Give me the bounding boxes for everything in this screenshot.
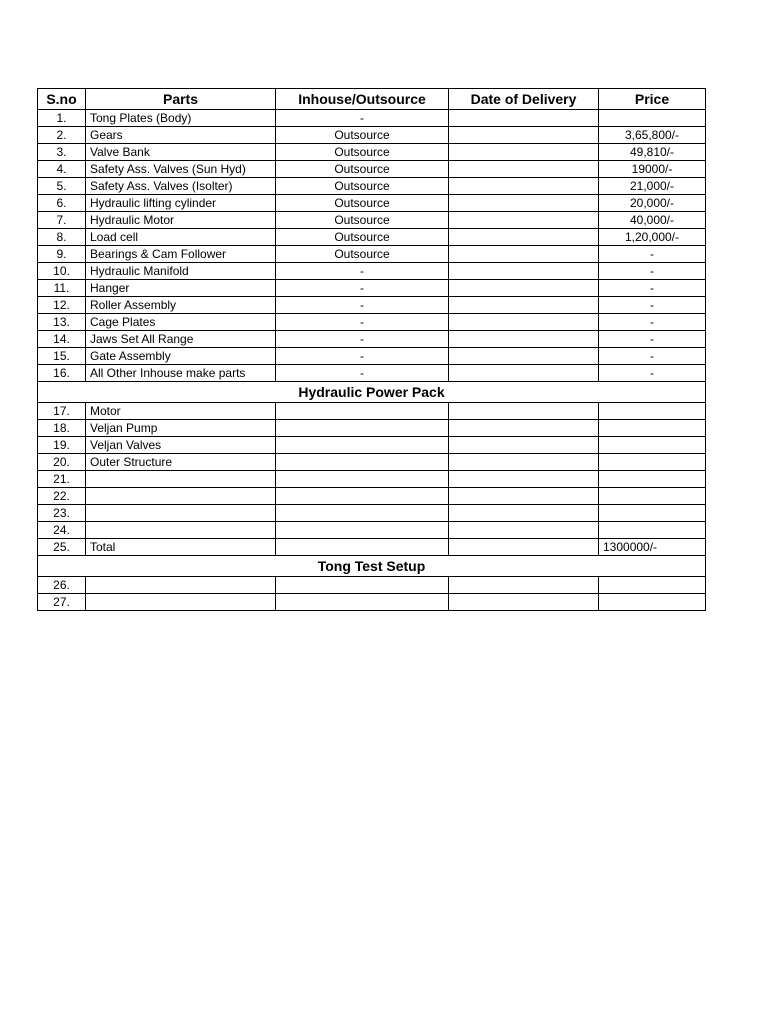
table-row <box>38 594 706 611</box>
cell-part: Valve Bank <box>86 144 276 161</box>
table-row <box>38 348 706 365</box>
cell-delivery <box>449 539 599 556</box>
cell-sno: 5. <box>38 178 86 195</box>
cell-delivery <box>449 161 599 178</box>
cell-delivery <box>449 577 599 594</box>
cell-delivery <box>449 178 599 195</box>
cell-delivery <box>449 297 599 314</box>
cell-source: Outsource <box>276 144 449 161</box>
cell-price: 21,000/- <box>599 178 706 195</box>
cell-delivery <box>449 594 599 611</box>
cell-source: Outsource <box>276 246 449 263</box>
section-title-power-pack: Hydraulic Power Pack <box>38 382 706 403</box>
cell-part: Load cell <box>86 229 276 246</box>
table-row <box>38 505 706 522</box>
cell-part: Safety Ass. Valves (Sun Hyd) <box>86 161 276 178</box>
cell-delivery <box>449 314 599 331</box>
cell-sno: 1. <box>38 110 86 127</box>
cell-sno: 3. <box>38 144 86 161</box>
cell-price <box>599 110 706 127</box>
cell-delivery <box>449 144 599 161</box>
cell-delivery <box>449 505 599 522</box>
cell-sno: 17. <box>38 403 86 420</box>
cell-price: - <box>599 263 706 280</box>
table-row <box>38 471 706 488</box>
cell-part: Cage Plates <box>86 314 276 331</box>
cell-source: - <box>276 280 449 297</box>
table-row <box>38 454 706 471</box>
cell-part: Gears <box>86 127 276 144</box>
cell-source: - <box>276 314 449 331</box>
table-row <box>38 229 706 246</box>
cell-delivery <box>449 471 599 488</box>
cell-part: Hanger <box>86 280 276 297</box>
table-row <box>38 263 706 280</box>
table-row <box>38 539 706 556</box>
cell-part: Hydraulic Motor <box>86 212 276 229</box>
cell-source: - <box>276 110 449 127</box>
cell-price <box>599 437 706 454</box>
cell-sno: 24. <box>38 522 86 539</box>
cell-price: 49,810/- <box>599 144 706 161</box>
test-setup-body <box>38 577 706 611</box>
cell-source <box>276 577 449 594</box>
cell-delivery <box>449 331 599 348</box>
table-row <box>38 297 706 314</box>
header-price: Price <box>599 89 706 110</box>
cell-part: Hydraulic lifting cylinder <box>86 195 276 212</box>
cell-sno: 15. <box>38 348 86 365</box>
table-row <box>38 488 706 505</box>
cell-delivery <box>449 280 599 297</box>
table-row <box>38 522 706 539</box>
cell-part <box>86 577 276 594</box>
cell-part <box>86 471 276 488</box>
header-source: Inhouse/Outsource <box>276 89 449 110</box>
cell-price <box>599 471 706 488</box>
cell-delivery <box>449 437 599 454</box>
cell-sno: 13. <box>38 314 86 331</box>
cell-delivery <box>449 420 599 437</box>
cell-source: - <box>276 297 449 314</box>
table-row <box>38 212 706 229</box>
cell-source <box>276 420 449 437</box>
cell-sno: 20. <box>38 454 86 471</box>
cell-delivery <box>449 246 599 263</box>
cell-part: All Other Inhouse make parts <box>86 365 276 382</box>
cell-sno: 27. <box>38 594 86 611</box>
cell-source: Outsource <box>276 212 449 229</box>
cell-price <box>599 505 706 522</box>
cell-part: Veljan Valves <box>86 437 276 454</box>
cell-price: 19000/- <box>599 161 706 178</box>
cell-sno: 14. <box>38 331 86 348</box>
cell-part: Motor <box>86 403 276 420</box>
table-row <box>38 314 706 331</box>
table-row <box>38 437 706 454</box>
cell-source <box>276 539 449 556</box>
cell-price: - <box>599 365 706 382</box>
cell-source <box>276 594 449 611</box>
header-row <box>38 89 706 110</box>
cell-source: Outsource <box>276 229 449 246</box>
cell-delivery <box>449 195 599 212</box>
cell-sno: 8. <box>38 229 86 246</box>
cell-delivery <box>449 522 599 539</box>
cell-part <box>86 505 276 522</box>
header-parts: Parts <box>86 89 276 110</box>
cell-source: Outsource <box>276 127 449 144</box>
cell-delivery <box>449 365 599 382</box>
cell-sno: 25. <box>38 539 86 556</box>
cell-part: Tong Plates (Body) <box>86 110 276 127</box>
cell-part: Hydraulic Manifold <box>86 263 276 280</box>
parts-table <box>37 88 706 611</box>
parts-body <box>38 110 706 382</box>
header-delivery: Date of Delivery <box>449 89 599 110</box>
table-row <box>38 577 706 594</box>
cell-price: - <box>599 331 706 348</box>
cell-price <box>599 522 706 539</box>
cell-price: - <box>599 280 706 297</box>
cell-source <box>276 437 449 454</box>
cell-source: Outsource <box>276 178 449 195</box>
cell-source: Outsource <box>276 195 449 212</box>
cell-sno: 23. <box>38 505 86 522</box>
cell-part: Safety Ass. Valves (Isolter) <box>86 178 276 195</box>
cell-sno: 18. <box>38 420 86 437</box>
table-row <box>38 246 706 263</box>
cell-source <box>276 471 449 488</box>
cell-sno: 6. <box>38 195 86 212</box>
cell-price <box>599 420 706 437</box>
cell-delivery <box>449 127 599 144</box>
table-row <box>38 144 706 161</box>
table-row <box>38 161 706 178</box>
cell-delivery <box>449 403 599 420</box>
cell-source: - <box>276 331 449 348</box>
cell-part <box>86 522 276 539</box>
test-setup-section <box>38 556 706 577</box>
cell-price: 1300000/- <box>599 539 706 556</box>
table-row <box>38 110 706 127</box>
power-pack-section <box>38 382 706 403</box>
cell-part <box>86 594 276 611</box>
cell-part: Bearings & Cam Follower <box>86 246 276 263</box>
cell-sno: 11. <box>38 280 86 297</box>
table-row <box>38 195 706 212</box>
cell-source <box>276 505 449 522</box>
cell-source <box>276 403 449 420</box>
cell-price: - <box>599 246 706 263</box>
cell-sno: 16. <box>38 365 86 382</box>
table-row <box>38 127 706 144</box>
cell-sno: 7. <box>38 212 86 229</box>
cell-price: - <box>599 348 706 365</box>
table-row <box>38 331 706 348</box>
table-row <box>38 280 706 297</box>
section-row-power-pack <box>38 382 706 403</box>
header-sno: S.no <box>38 89 86 110</box>
cell-price <box>599 488 706 505</box>
cell-sno: 21. <box>38 471 86 488</box>
cell-part: Veljan Pump <box>86 420 276 437</box>
cell-price: 40,000/- <box>599 212 706 229</box>
table-row <box>38 420 706 437</box>
cell-price <box>599 594 706 611</box>
cell-sno: 9. <box>38 246 86 263</box>
section-row-test-setup <box>38 556 706 577</box>
table-row <box>38 403 706 420</box>
cell-price: 1,20,000/- <box>599 229 706 246</box>
table-row <box>38 365 706 382</box>
cell-sno: 22. <box>38 488 86 505</box>
cell-sno: 4. <box>38 161 86 178</box>
cell-delivery <box>449 348 599 365</box>
cell-sno: 2. <box>38 127 86 144</box>
cell-delivery <box>449 110 599 127</box>
cell-source: - <box>276 365 449 382</box>
cell-price: 20,000/- <box>599 195 706 212</box>
cell-part: Roller Assembly <box>86 297 276 314</box>
cell-part: Total <box>86 539 276 556</box>
cell-price <box>599 577 706 594</box>
cell-source: Outsource <box>276 161 449 178</box>
cell-sno: 12. <box>38 297 86 314</box>
cell-part: Jaws Set All Range <box>86 331 276 348</box>
cell-price <box>599 454 706 471</box>
cell-delivery <box>449 454 599 471</box>
cell-source: - <box>276 348 449 365</box>
cell-sno: 26. <box>38 577 86 594</box>
cell-sno: 10. <box>38 263 86 280</box>
cell-source: - <box>276 263 449 280</box>
power-pack-body <box>38 403 706 556</box>
cell-delivery <box>449 263 599 280</box>
cell-sno: 19. <box>38 437 86 454</box>
cell-part: Outer Structure <box>86 454 276 471</box>
cell-price: - <box>599 297 706 314</box>
section-title-test-setup: Tong Test Setup <box>38 556 706 577</box>
cell-delivery <box>449 212 599 229</box>
cell-delivery <box>449 229 599 246</box>
cell-source <box>276 488 449 505</box>
cell-part: Gate Assembly <box>86 348 276 365</box>
cell-price: 3,65,800/- <box>599 127 706 144</box>
cell-part <box>86 488 276 505</box>
cell-delivery <box>449 488 599 505</box>
cell-price: - <box>599 314 706 331</box>
cell-price <box>599 403 706 420</box>
table-row <box>38 178 706 195</box>
cell-source <box>276 522 449 539</box>
cell-source <box>276 454 449 471</box>
